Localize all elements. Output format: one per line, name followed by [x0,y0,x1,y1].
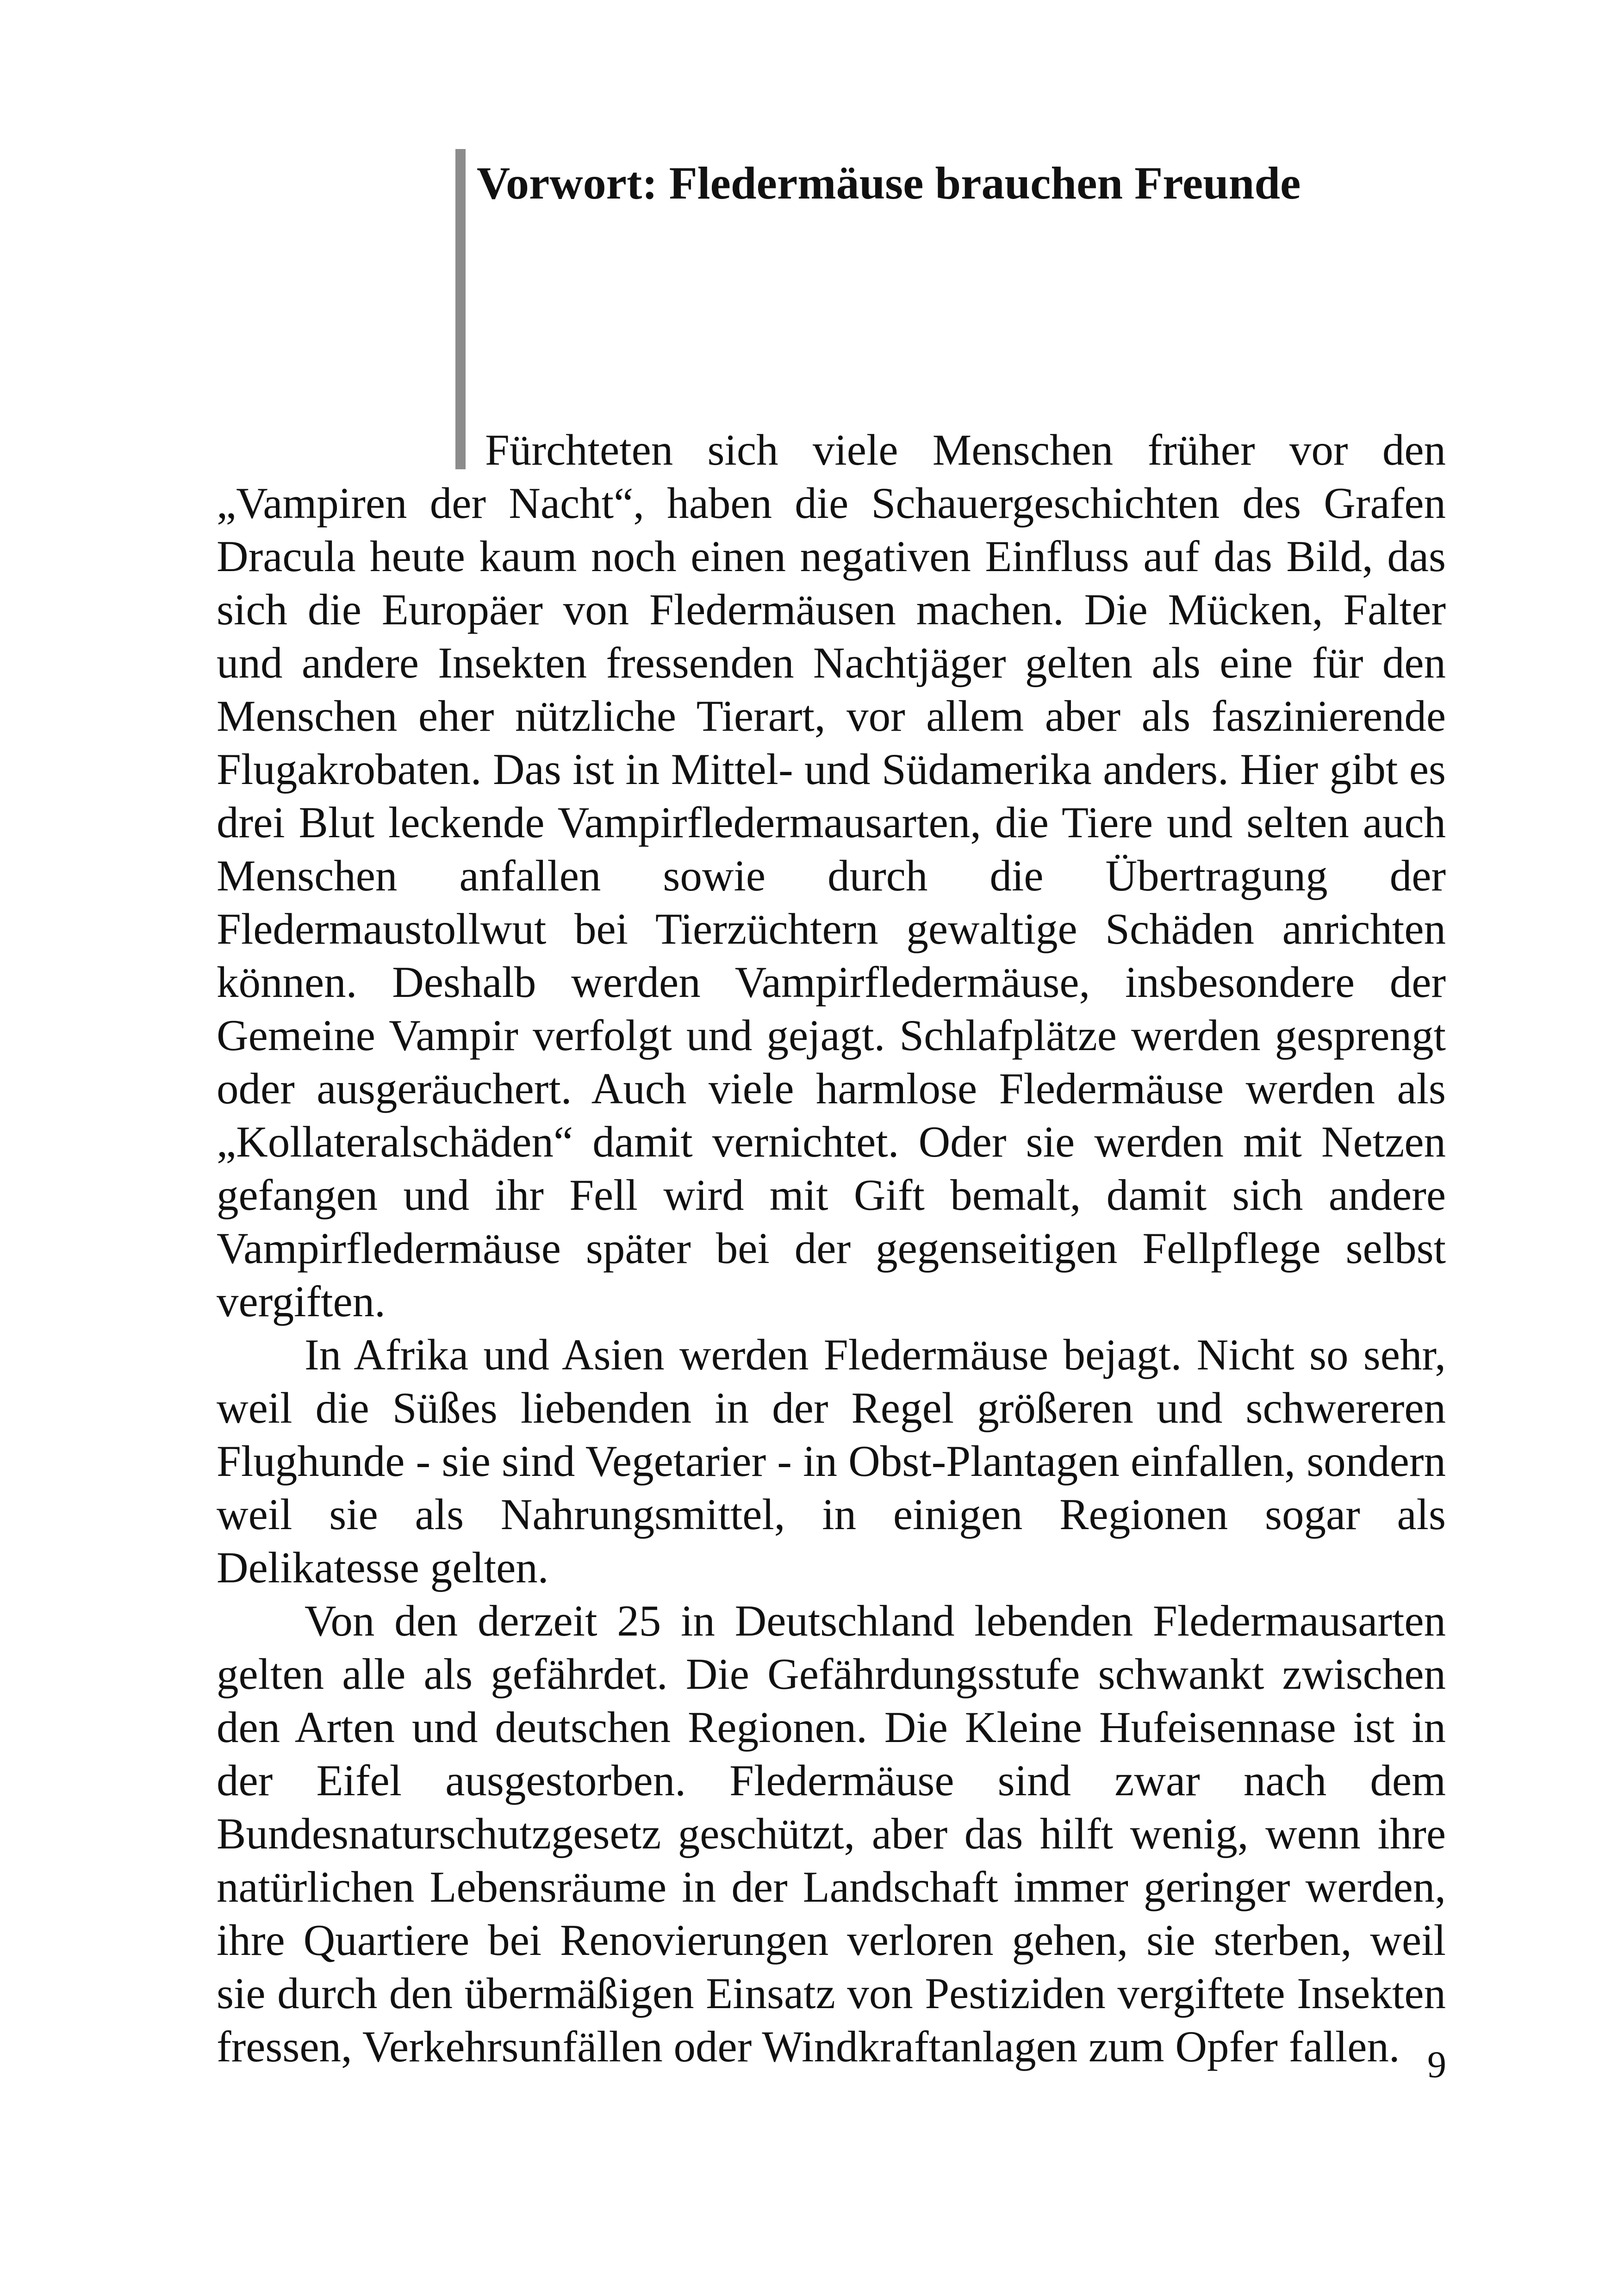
page-number: 9 [1427,2043,1446,2085]
body-text [217,423,1446,2073]
chapter-title: Vorwort: Fledermäuse brauchen Freunde [477,157,1301,209]
paragraph-2: In Afrika und Asien werden Fledermäuse bejagt. Nicht so sehr, weil die Süßes liebenden in der Regel größeren und schwereren Flughunde - sie sind Vegetarier - in Obst-Plantagen einfallen, sondern weil sie als Nahrungsmittel, in einigen Regionen sogar als Delikatesse gelten. [217,1330,1446,1592]
chapter-accent-bar [455,149,466,469]
paragraph-3: Von den derzeit 25 in Deutschland lebenden Fledermausarten gelten alle als gefährdet. Die Gefährdungsstufe schwankt zwischen den Arten und deutschen Regionen. Die Kleine Hufeisennase ist in der Eifel ausgestorben. Fledermäuse sind zwar nach dem Bundesnaturschutzgesetz geschützt, aber das hilft wenig, wenn ihre natürlichen Lebensräume in der Landschaft immer geringer werden, ihre Quartiere bei Renovierungen verloren gehen, sie sterben, weil sie durch den übermäßigen Einsatz von Pestiziden vergiftete Insekten fressen, Verkehrsunfällen oder Windkraftanlagen zum Opfer fallen. [217,1596,1446,2071]
paragraph-1: Fürchteten sich viele Menschen früher vor den „Vampiren der Nacht“, haben die Schauergeschichten des Grafen Dracula heute kaum noch einen negativen Einfluss auf das Bild, das sich die Europäer von Fledermäusen machen. Die Mücken, Falter und andere Insekten fressenden Nachtjäger gelten als eine für den Menschen eher nützliche Tierart, vor allem aber als faszinierende Flugakrobaten. Das ist in Mittel- und Südamerika anders. Hier gibt es drei Blut leckende Vampirfledermausarten, die Tiere und selten auch Menschen anfallen sowie durch die Übertragung der Fledermaustollwut bei Tierzüchtern gewaltige Schäden anrichten können. Deshalb werden Vampirfledermäuse, insbesondere der Gemeine Vampir verfolgt und gejagt. Schlafplätze werden gesprengt oder ausgeräuchert. Auch viele harmlose Fledermäuse werden als „Kollateralschäden“ damit vernichtet. Oder sie werden mit Netzen gefangen und ihr Fell wird mit Gift bemalt, damit sich andere Vampirfledermäuse später bei der gegenseitigen Fellpflege selbst vergiften. [217,425,1446,1326]
